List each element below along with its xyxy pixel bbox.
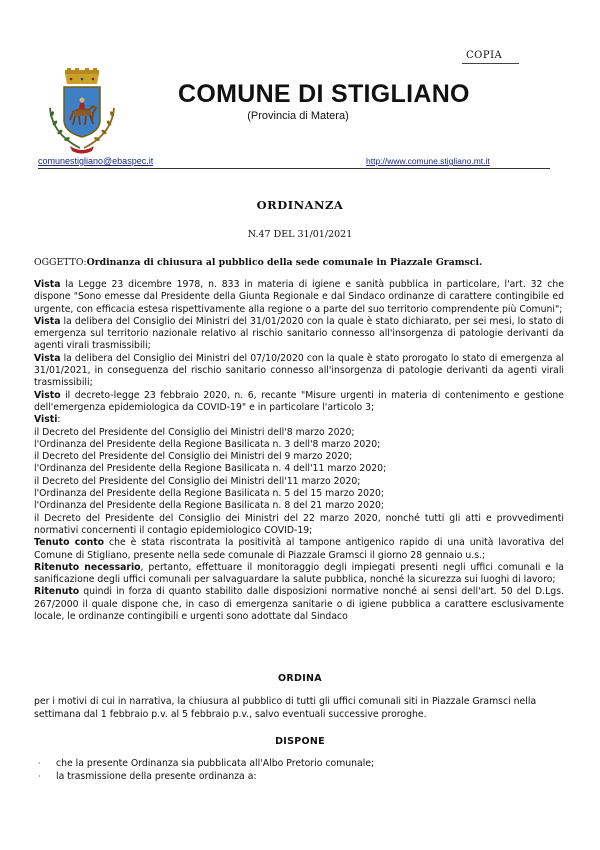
list-item <box>34 770 564 783</box>
header-divider <box>38 168 550 169</box>
body-paragraph <box>34 353 564 390</box>
paragraph-text: l'Ordinanza del Presidente della Regione Basilicata n. 3 dell'8 marzo 2020; <box>34 438 381 450</box>
paragraph-text: il Decreto del Presidente del Consiglio dei Ministri dell'11 marzo 2020; <box>34 475 361 487</box>
paragraph-text: la delibera del Consiglio dei Ministri del 07/10/2020 con la quale è stato prorogato lo stato di emergenza al 31/01/2021, in conseguenza del rischio sanitario connesso all'insorgenza di patologie derivanti da agenti virali trasmissibili; <box>34 352 564 389</box>
paragraph-text: l'Ordinanza del Presidente della Regione Basilicata n. 5 del 15 marzo 2020; <box>34 488 385 500</box>
body-paragraph <box>34 488 564 500</box>
body-paragraph <box>34 279 564 316</box>
bullet-icon: · <box>38 759 41 768</box>
list-item-text: che la presente Ordinanza sia pubblicata all'Albo Pretorio comunale; <box>56 758 375 769</box>
body-paragraph <box>34 414 564 426</box>
subject-label: OGGETTO: <box>34 257 87 268</box>
document-type-heading: ORDINANZA <box>256 198 344 212</box>
body-paragraph <box>34 537 564 562</box>
website-link[interactable]: http://www.comune.stigliano.mt.it <box>366 156 490 166</box>
ordina-text: per i motivi di cui in narrativa, la chiusura al pubblico di tutti gli uffici comunali siti in Piazzale Gramsci nella settimana dal 1 febbraio p.v. al 5 febbraio p.v., salvo eventuali successive proroghe. <box>34 696 537 720</box>
document-number: N.47 DEL 31/01/2021 <box>247 229 353 240</box>
subject-text: Ordinanza di chiusura al pubblico della sede comunale in Piazzale Gramsci. <box>86 257 483 268</box>
paragraph-lead: Vista <box>34 352 61 364</box>
province-subtitle: (Provincia di Matera) <box>247 110 349 122</box>
paragraph-text: quindi in forza di quanto stabilito dalle disposizioni normative nonché ai sensi dell'art. 50 del D.Lgs. 267/2000 il quale dispone che, in caso di emergenza sanitarie o di igiene pubblica a carattere esclusivamente locale, le ordinanze contingibili e urgenti sono adottate dal Sindaco <box>34 586 564 623</box>
copy-stamp: COPIA <box>466 50 503 61</box>
ordina-heading: ORDINA <box>278 673 322 684</box>
paragraph-text: che è stata riscontrata la positività al tampone antigenico rapido di una unità lavorativa del Comune di Stigliano, presente nella sede comunale di Piazzale Gramsci il giorno 28 gennaio u.s.; <box>34 537 564 561</box>
bullet-icon: · <box>38 772 41 781</box>
paragraph-text: l'Ordinanza del Presidente della Regione Basilicata n. 4 dell'11 marzo 2020; <box>34 463 387 475</box>
paragraph-lead: Visti <box>34 414 58 426</box>
body-paragraph <box>34 439 564 451</box>
body-paragraph <box>34 476 564 488</box>
list-item <box>34 757 564 770</box>
paragraph-text: il decreto-legge 23 febbraio 2020, n. 6, recante "Misure urgenti in materia di contenimento e gestione dell'emergenza epidemiologica da COVID-19" e in particolare l'articolo 3; <box>34 389 564 413</box>
municipal-crest-icon <box>40 68 124 154</box>
dispone-heading: DISPONE <box>275 736 325 747</box>
body-paragraph <box>34 390 564 415</box>
list-item-text: la trasmissione della presente ordinanza a: <box>56 771 257 782</box>
email-link[interactable]: comunestigliano@ebaspec.it <box>38 156 154 166</box>
paragraph-lead: Visto <box>34 389 61 401</box>
paragraph-text: il Decreto del Presidente del Consiglio dei Ministri del 22 marzo 2020, nonché tutti gli atti e provvedimenti normativi concernenti il contagio epidemiologico COVID-19; <box>34 512 564 536</box>
body-paragraph <box>34 427 564 439</box>
paragraph-text: l'Ordinanza del Presidente della Regione Basilicata n. 8 del 21 marzo 2020; <box>34 500 385 512</box>
paragraph-lead: Ritenuto <box>34 586 80 598</box>
dispone-list <box>34 757 564 783</box>
body-paragraph <box>34 316 564 353</box>
body-paragraph <box>34 500 564 512</box>
paragraph-lead: Vista <box>34 279 61 290</box>
paragraph-text: la delibera del Consiglio dei Ministri del 31/01/2020 con la quale è stato dichiarato, per sei mesi, lo stato di emergenza sul territorio nazionale relativo al rischio sanitario connesso all'insorgenza di patologie derivanti da agenti virali trasmissibili; <box>34 315 564 352</box>
paragraph-lead: Vista <box>34 315 61 327</box>
body-paragraph <box>34 451 564 463</box>
paragraph-text: il Decreto del Presidente del Consiglio dei Ministri dell'8 marzo 2020; <box>34 426 355 438</box>
copy-stamp-underline <box>462 63 519 64</box>
paragraph-lead: Tenuto conto <box>34 537 105 549</box>
ordinance-body <box>34 279 564 623</box>
body-paragraph <box>34 562 564 587</box>
paragraph-lead: Ritenuto necessario <box>34 561 141 573</box>
body-paragraph <box>34 513 564 538</box>
paragraph-text: : <box>57 414 61 426</box>
paragraph-text: , pertanto, effettuare il monitoraggio degli impiegati presenti negli uffici comunali e la sanificazione degli uffici comunali per salvaguardare la salute pubblica, nonché la sicurezza sui luoghi di lavoro; <box>34 561 565 586</box>
paragraph-text: il Decreto del Presidente del Consiglio dei Ministri del 9 marzo 2020; <box>34 451 353 463</box>
body-paragraph <box>34 586 564 623</box>
body-paragraph <box>34 463 564 475</box>
municipality-title: COMUNE DI STIGLIANO <box>178 80 470 108</box>
subject-line <box>34 257 482 268</box>
paragraph-text: la Legge 23 dicembre 1978, n. 833 in materia di igiene e sanità pubblica in particolare, l'art. 32 che dispone "Sono emesse dal Presidente della Giunta Regionale e dal Sindaco ordinanze di carattere contingibile ed urgente, con efficacia estesa rispettivamente alla regione o a parte del suo territorio comprendente più Comuni"; <box>34 279 564 315</box>
